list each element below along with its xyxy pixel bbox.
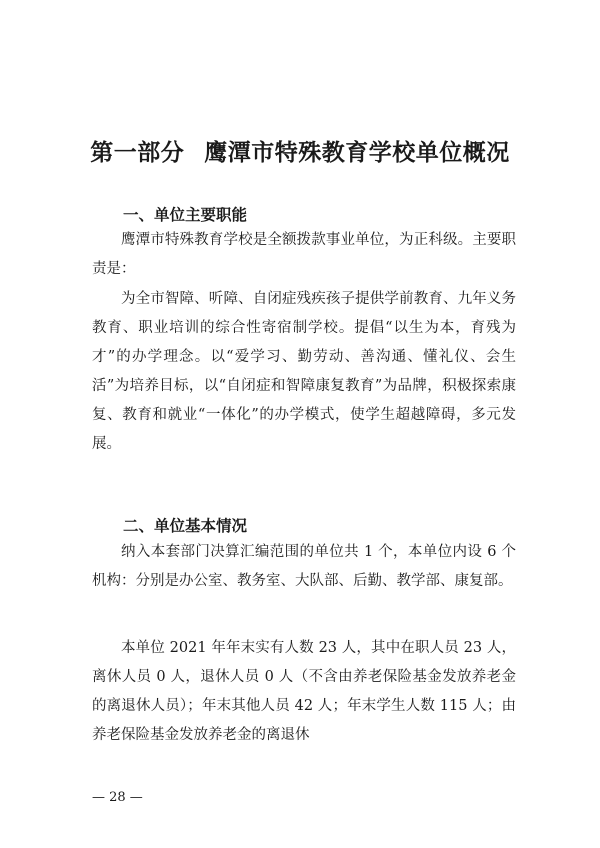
paragraph-basic-staff: 本单位 2021 年年末实有人数 23 人，其中在职人员 23 人，离休人员 0 人，退休人员 0 人（不含由养老保险基金发放养老金的离退休人员）；年末其他人员 42 人；年末学生人数 115 人；由养老保险基金发放养老金的离退休 bbox=[92, 640, 516, 743]
section-heading-functions: 一、单位主要职能 bbox=[123, 206, 248, 224]
paragraph-functions-duties: 为全市智障、听障、自闭症残疾孩子提供学前教育、九年义务教育、职业培训的综合性寄宿制学校。提倡“以生为本，育残为才”的办学理念。以“爱学习、勤劳动、善沟通、懂礼仪、会生活”为培养目标，以“自闭症和智障康复教育”为品牌，积极探索康复、教育和就业“一体化”的办学模式，使学生超越障碍，多元发展。 bbox=[92, 291, 516, 452]
section-heading-basic-info: 二、单位基本情况 bbox=[123, 517, 248, 535]
paragraph-functions-intro: 鹰潭市特殊教育学校是全额拨款事业单位，为正科级。主要职责是： bbox=[92, 232, 516, 277]
part-label: 第一部分 bbox=[90, 140, 185, 166]
part-title bbox=[0, 134, 600, 167]
paragraph-basic-units: 纳入本套部门决算汇编范围的单位共 1 个，本单位内设 6 个机构：分别是办公室、教务室、大队部、后勤、教学部、康复部。 bbox=[92, 544, 516, 589]
part-name: 鹰潭市特殊教育学校单位概况 bbox=[204, 140, 510, 166]
page-number: — 28 — bbox=[92, 790, 143, 805]
